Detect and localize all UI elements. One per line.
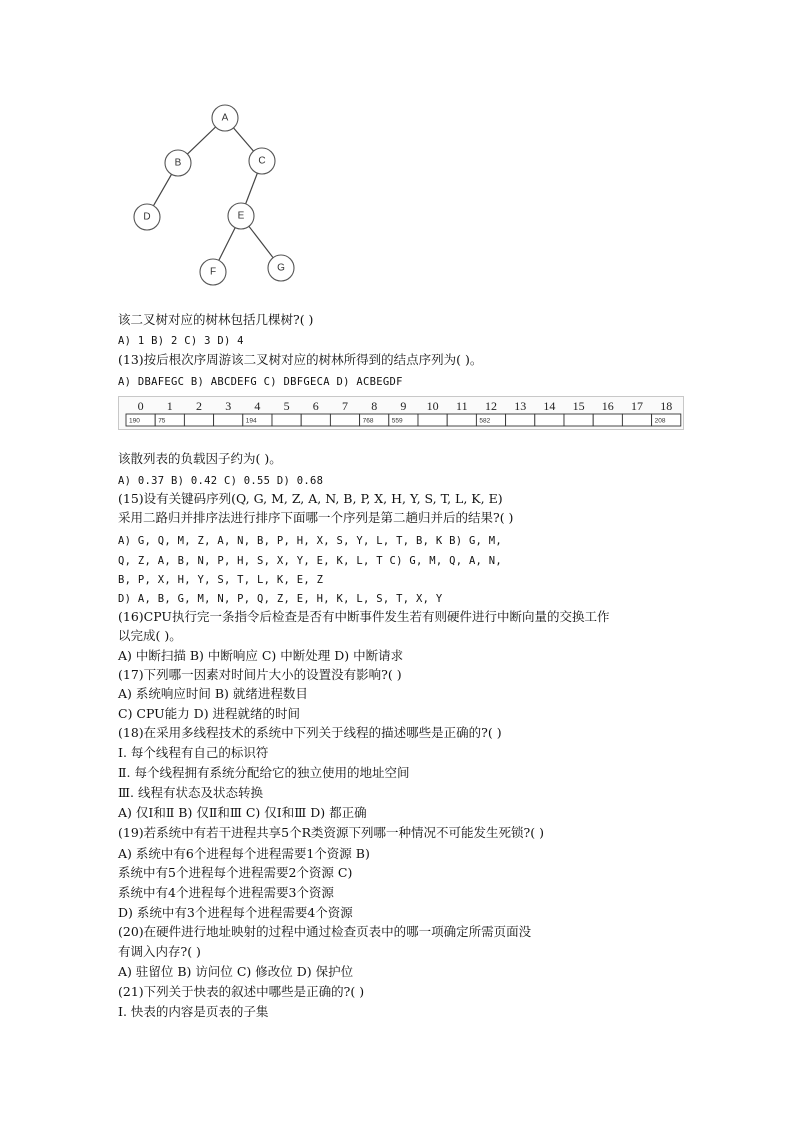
answer-options-line: B, P, X, H, Y, S, T, L, K, E, Z	[118, 574, 324, 586]
question-text-line: (19)若系统中有若干进程共享5个R类资源下列哪一种情况不可能发生死锁?( )	[118, 825, 544, 840]
tree-node-label: D	[143, 211, 151, 223]
hash-slot-index: 0	[137, 399, 144, 413]
tree-node-label: F	[209, 266, 217, 278]
hash-slot-cell	[593, 414, 622, 426]
question-text-line: 该二叉树对应的树林包括几棵树?( )	[118, 312, 314, 327]
hash-slot-index: 12	[485, 399, 497, 413]
tree-node-B	[165, 150, 191, 176]
answer-options-line: D) A, B, G, M, N, P, Q, Z, E, H, K, L, S, T, X, Y	[118, 593, 443, 605]
binary-tree-figure	[118, 96, 318, 292]
tree-node-A	[212, 105, 238, 131]
tree-node-label: B	[174, 157, 182, 169]
question-text-line: (21)下列关于快表的叙述中哪些是正确的?( )	[118, 984, 365, 999]
hash-slot-value: 582	[479, 417, 491, 425]
hash-slot-index: 18	[660, 399, 673, 413]
tree-edge-A-C	[233, 128, 253, 151]
answer-options-line: A) 中断扫描 B) 中断响应 C) 中断处理 D) 中断请求	[118, 648, 404, 663]
hash-slot-index: 2	[196, 399, 202, 413]
hash-slot-index: 1	[166, 399, 173, 413]
question-text-line: 采用二路归并排序法进行排序下面哪一个序列是第二趟归并后的结果?( )	[118, 510, 514, 525]
hash-slot-index: 14	[543, 399, 556, 413]
tree-node-label: A	[221, 112, 229, 124]
hash-table-figure	[118, 396, 684, 430]
hash-slot-cell	[301, 414, 330, 426]
answer-options-line: A) 驻留位 B) 访问位 C) 修改位 D) 保护位	[118, 964, 354, 979]
tree-edge-E-F	[219, 228, 235, 261]
tree-node-label: G	[277, 262, 285, 274]
tree-node-F	[200, 259, 226, 285]
hash-slot-value: 559	[391, 417, 403, 425]
tree-node-label: E	[237, 210, 245, 222]
answer-options-line: A) 0.37 B) 0.42 C) 0.55 D) 0.68	[118, 475, 324, 487]
hash-slot-value: 208	[654, 417, 666, 425]
question-text-line: (15)设有关键码序列(Q, G, M, Z, A, N, B, P, X, H, Y, S, T, L, K, E)	[118, 491, 503, 506]
hash-slot-index: 7	[342, 399, 348, 413]
answer-options-line: A) 仅Ⅰ和Ⅱ B) 仅Ⅱ和Ⅲ C) 仅Ⅰ和Ⅲ D) 都正确	[118, 805, 367, 820]
hash-slot-cell	[214, 414, 243, 426]
hash-slot-cell	[535, 414, 564, 426]
question-text-line: 该散列表的负载因子约为( )。	[118, 451, 282, 466]
answer-options-line: A) 系统中有6个进程每个进程需要1个资源 B)	[118, 846, 370, 861]
tree-edge-B-D	[153, 174, 171, 205]
question-text-line: (18)在采用多线程技术的系统中下列关于线程的描述哪些是正确的?( )	[118, 725, 502, 740]
hash-slot-index: 11	[456, 399, 468, 413]
hash-slot-index: 16	[601, 399, 614, 413]
hash-slot-index: 9	[400, 399, 407, 413]
tree-node-G	[268, 255, 294, 281]
hash-slot-index: 8	[371, 399, 378, 413]
tree-edge-A-B	[187, 127, 215, 154]
answer-options-line: Q, Z, A, B, N, P, H, S, X, Y, E, K, L, T C) G, M, Q, A, N,	[118, 555, 503, 567]
hash-slot-cell	[622, 414, 651, 426]
hash-slot-cell	[418, 414, 447, 426]
question-text-line: 以完成( )。	[118, 628, 182, 643]
binary-tree-svg	[118, 96, 318, 292]
statement-line: Ⅰ. 快表的内容是页表的子集	[118, 1004, 269, 1019]
question-text-line: (20)在硬件进行地址映射的过程中通过检查页表中的哪一项确定所需页面没	[118, 924, 532, 939]
tree-node-C	[249, 148, 275, 174]
answer-options-line: A) DBAFEGC B) ABCDEFG C) DBFGECA D) ACBEGDF	[118, 376, 403, 388]
answer-options-line: D) 系统中有3个进程每个进程需要4个资源	[118, 905, 353, 920]
hash-slot-index: 3	[225, 399, 232, 413]
hash-slot-index: 4	[254, 399, 261, 413]
question-text-line: 有调入内存?( )	[118, 944, 201, 959]
hash-slot-index: 10	[426, 399, 439, 413]
statement-line: Ⅱ. 每个线程拥有系统分配给它的独立使用的地址空间	[118, 765, 410, 780]
tree-edge-E-G	[249, 226, 273, 257]
statement-line: Ⅰ. 每个线程有自己的标识符	[118, 745, 269, 760]
question-text-line: (16)CPU执行完一条指令后检查是否有中断事件发生若有则硬件进行中断向量的交换工作	[118, 609, 610, 624]
question-text-line: (17)下列哪一因素对时间片大小的设置没有影响?( )	[118, 667, 402, 682]
hash-slot-index: 6	[312, 399, 319, 413]
hash-slot-cell	[564, 414, 593, 426]
hash-slot-cell	[447, 414, 476, 426]
tree-node-E	[228, 203, 254, 229]
hash-slot-cell	[184, 414, 213, 426]
answer-options-line: A) 系统响应时间 B) 就绪进程数目	[118, 686, 308, 701]
statement-line: Ⅲ. 线程有状态及状态转换	[118, 785, 264, 800]
tree-node-D	[134, 204, 160, 230]
answer-options-line: 系统中有5个进程每个进程需要2个资源 C)	[118, 865, 353, 880]
tree-edge-C-E	[246, 173, 258, 204]
hash-slot-index: 17	[631, 399, 643, 413]
hash-slot-value: 194	[245, 417, 257, 425]
hash-slot-value: 75	[158, 417, 166, 425]
question-text-line: (13)按后根次序周游该二叉树对应的树林所得到的结点序列为( )。	[118, 352, 483, 367]
hash-slot-cell	[272, 414, 301, 426]
answer-options-line: A) 1 B) 2 C) 3 D) 4	[118, 335, 244, 347]
tree-node-label: C	[258, 155, 266, 167]
answer-options-line: A) G, Q, M, Z, A, N, B, P, H, X, S, Y, L, T, B, K B) G, M,	[118, 535, 503, 547]
hash-slot-value: 768	[362, 417, 374, 425]
answer-options-line: C) CPU能力 D) 进程就绪的时间	[118, 706, 301, 721]
answer-options-line: 系统中有4个进程每个进程需要3个资源	[118, 885, 334, 900]
hash-slot-index: 15	[572, 399, 585, 413]
hash-slot-cell	[330, 414, 359, 426]
hash-slot-value: 190	[129, 417, 140, 425]
hash-slot-cell	[506, 414, 535, 426]
hash-table-svg	[118, 396, 684, 430]
hash-slot-index: 5	[283, 399, 290, 413]
hash-slot-index: 13	[514, 399, 527, 413]
